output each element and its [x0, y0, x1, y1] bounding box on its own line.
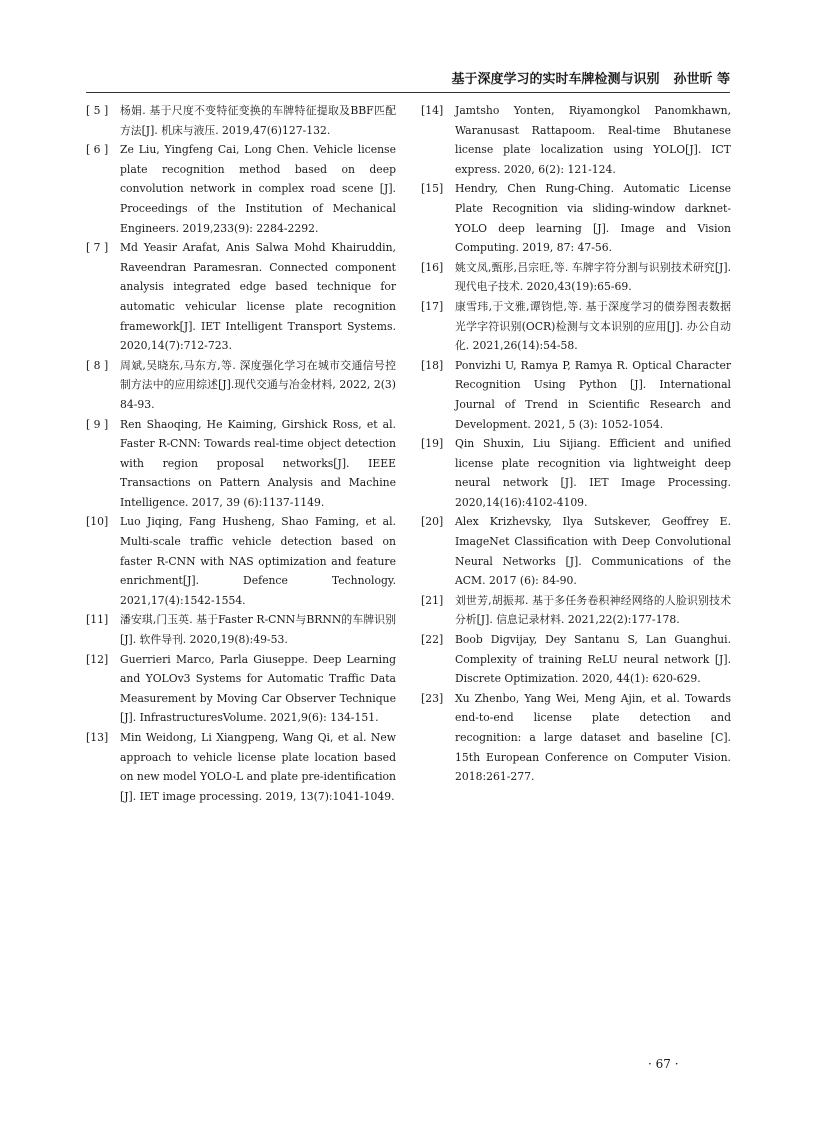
reference-number: [12]	[86, 652, 109, 666]
reference-number: [13]	[86, 731, 109, 744]
reference-text: Ze Liu, Yingfeng Cai, Long Chen. Vehicle license plate recognition method based on deep convolution network in complex road scene [J]. Proceedings of the Institution of Mechanical Engineers. 2019,233(9): 2284-2292.	[120, 143, 396, 235]
reference-text: Jamtsho Yonten, Riyamongkol Panomkhawn, Waranusast Rattapoom. Real-time Bhutanese license plate localization using YOLO[J]. ICT express. 2020, 6(2): 121-124.	[455, 104, 731, 176]
reference-text: Boob Digvijay, Dey Santanu S, Lan Guanghui. Complexity of training ReLU neural network [J]. Discrete Optimization. 2020, 44(1): 620-629.	[455, 633, 731, 686]
reference-number: [ 5 ]	[86, 104, 109, 117]
reference-item	[421, 258, 731, 297]
reference-text: 潘安琪,门玉英. 基于Faster R-CNN与BRNN的车牌识别[J]. 软件导刊. 2020,19(8):49-53.	[120, 613, 396, 647]
reference-item	[86, 356, 396, 415]
reference-item	[86, 238, 396, 356]
reference-number: [ 7 ]	[86, 241, 109, 255]
reference-item	[421, 297, 731, 356]
reference-item	[421, 512, 731, 590]
reference-item	[86, 140, 396, 238]
reference-number: [16]	[421, 260, 444, 274]
running-header	[86, 70, 730, 93]
reference-text: Ren Shaoqing, He Kaiming, Girshick Ross, et al. Faster R-CNN: Towards real-time object detection with region proposal networks[J]. IEEE Transactions on Pattern Analysis and Machine Intelligence. 2017, 39 (6):1137-1149.	[120, 417, 396, 509]
reference-number: [21]	[421, 593, 444, 607]
reference-text: 刘世芳,胡振邦. 基于多任务卷积神经网络的人脸识别技术分析[J]. 信息记录材料. 2021,22(2):177-178.	[455, 593, 731, 627]
reference-number: [18]	[421, 358, 444, 372]
reference-text: 杨娟. 基于尺度不变特征变换的车牌特征提取及BBF匹配方法[J]. 机床与液压. 2019,47(6)127-132.	[120, 104, 396, 137]
reference-text: Qin Shuxin, Liu Sijiang. Efficient and unified license plate recognition via lightweight deep neural network [J]. IET Image Processing. 2020,14(16):4102-4109.	[455, 437, 731, 509]
reference-text: 康雪玮,于文雅,谭钧恺,等. 基于深度学习的债券图表数据光学字符识别(OCR)检测与文本识别的应用[J]. 办公自动化. 2021,26(14):54-58.	[455, 299, 731, 353]
reference-text: Luo Jiqing, Fang Husheng, Shao Faming, et al. Multi-scale traffic vehicle detection based on faster R-CNN with NAS optimization and feature enrichment[J]. Defence Technology. 2021,17(4):1542-1554.	[120, 515, 396, 607]
reference-item	[421, 356, 731, 434]
reference-item	[421, 630, 731, 689]
running-header-title: 基于深度学习的实时车牌检测与识别	[451, 72, 660, 87]
reference-item	[421, 434, 731, 512]
reference-text: 周斌,吴晓东,马东方,等. 深度强化学习在城市交通信号控制方法中的应用综述[J].现代交通与冶金材料, 2022, 2(3) 84-93.	[120, 358, 396, 411]
reference-item	[86, 610, 396, 649]
reference-item	[86, 512, 396, 610]
reference-item	[86, 650, 396, 728]
reference-text: Guerrieri Marco, Parla Giuseppe. Deep Learning and YOLOv3 Systems for Automatic Traffic Data Measurement by Moving Car Observer Technique [J]. InfrastructuresVolume. 2021,9(6): 134-151.	[120, 652, 396, 725]
reference-number: [ 6 ]	[86, 143, 109, 157]
reference-number: [ 9 ]	[86, 417, 109, 431]
reference-text: 姚文凤,甄彤,吕宗旺,等. 车牌字符分割与识别技术研究[J]. 现代电子技术. 2020,43(19):65-69.	[455, 260, 731, 294]
reference-number: [23]	[421, 691, 444, 705]
reference-text: Hendry, Chen Rung-Ching. Automatic License Plate Recognition via sliding-window darknet-YOLO deep learning [J]. Image and Vision Computing. 2019, 87: 47-56.	[455, 182, 731, 255]
reference-text: Alex Krizhevsky, Ilya Sutskever, Geoffrey E. ImageNet Classification with Deep Convolutional Neural Networks [J]. Communications of the ACM. 2017 (6): 84-90.	[455, 515, 731, 588]
reference-number: [ 8 ]	[86, 358, 109, 372]
reference-text: Xu Zhenbo, Yang Wei, Meng Ajin, et al. Towards end-to-end license plate detection and recognition: a large dataset and baseline [C]. 15th European Conference on Computer Vision. 2018:261-277.	[455, 691, 731, 784]
reference-number: [15]	[421, 182, 444, 196]
reference-text: Min Weidong, Li Xiangpeng, Wang Qi, et al. New approach to vehicle license plate location based on new model YOLO-L and plate pre-identification [J]. IET image processing. 2019, 13(7):1041-1049.	[120, 731, 396, 803]
reference-item	[421, 591, 731, 630]
reference-number: [10]	[86, 515, 109, 529]
reference-number: [19]	[421, 437, 444, 451]
page-number: · 67 ·	[648, 1057, 679, 1071]
reference-text: Md Yeasir Arafat, Anis Salwa Mohd Khairuddin, Raveendran Paramesran. Connected component analysis integrated edge based technique for automatic vehicular license plate recognition framework[J]. IET Intelligent Transport Systems. 2020,14(7):712-723.	[120, 241, 396, 353]
reference-item	[86, 101, 396, 140]
reference-item	[86, 415, 396, 513]
references-left-column	[86, 101, 396, 806]
running-header-authors: 孙世昕 等	[673, 72, 730, 87]
references-right-column	[421, 101, 731, 787]
reference-number: [17]	[421, 299, 444, 313]
reference-number: [11]	[86, 613, 109, 627]
reference-item	[421, 101, 731, 179]
reference-item	[86, 728, 396, 806]
reference-text: Ponvizhi U, Ramya P, Ramya R. Optical Character Recognition Using Python [J]. International Journal of Trend in Scientific Research and Development. 2021, 5 (3): 1052-1054.	[455, 358, 731, 431]
reference-number: [22]	[421, 633, 444, 647]
reference-number: [14]	[421, 104, 444, 117]
reference-number: [20]	[421, 515, 444, 529]
reference-item	[421, 689, 731, 787]
reference-item	[421, 179, 731, 257]
